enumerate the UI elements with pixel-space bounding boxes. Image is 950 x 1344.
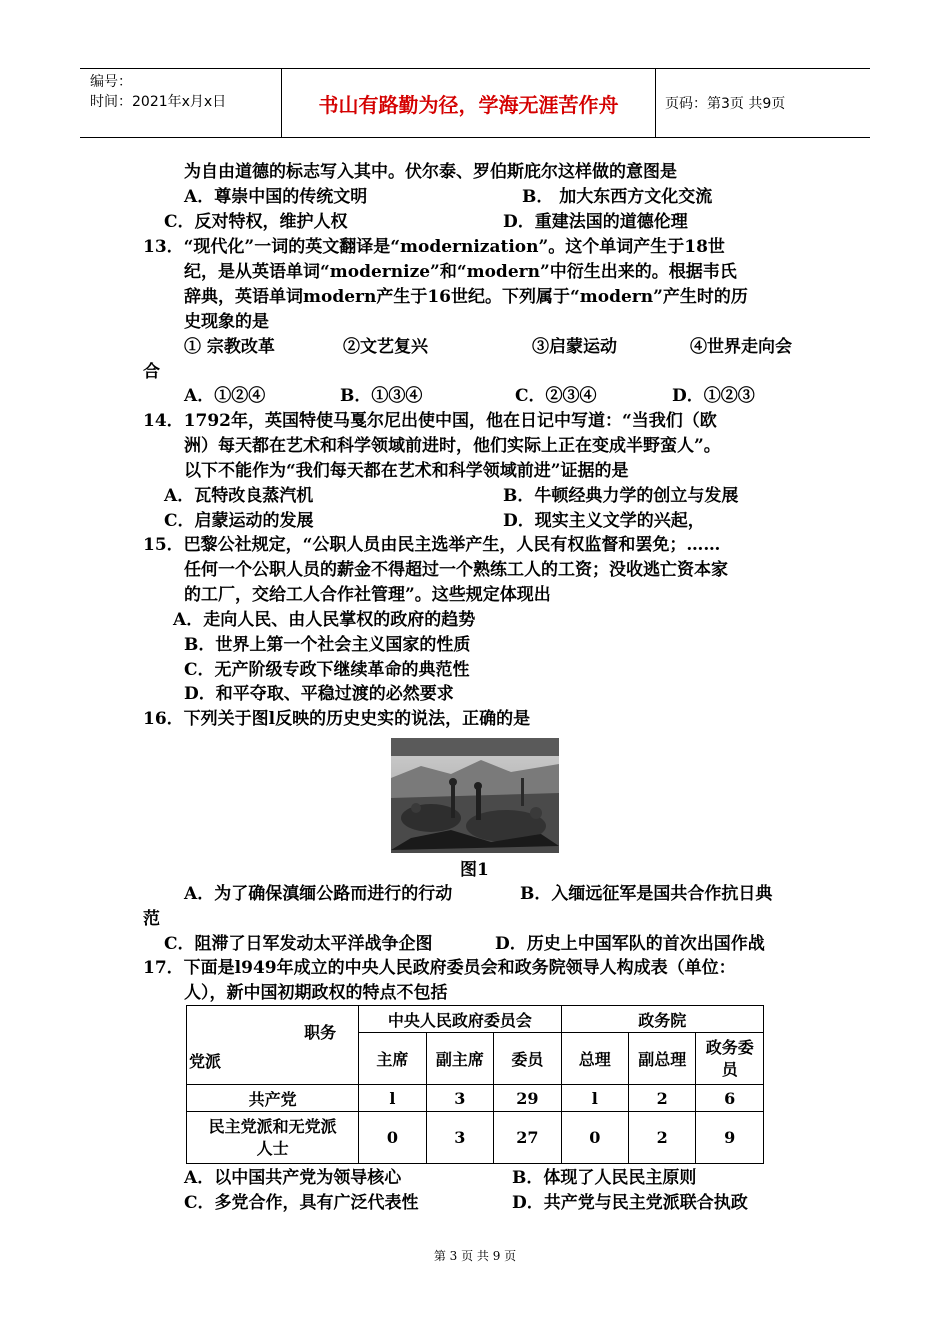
col-header: 总理 (561, 1033, 628, 1085)
table-cell: 3 (426, 1085, 493, 1112)
q17-option-d: D．共产党与民主党派联合执政 (512, 1193, 748, 1213)
q13-line-4: 史现象的是 (184, 312, 269, 332)
q13-option-c: C．②③④ (515, 386, 597, 406)
q15-line-1: 15．巴黎公社规定，“公职人员由民主选举产生，人民有权监督和罢免；…… (143, 535, 721, 555)
q17-option-c: C．多党合作，具有广泛代表性 (184, 1193, 419, 1213)
q13-item-4: ④世界走向会 (690, 337, 792, 357)
table-corner-cell (187, 1006, 359, 1085)
q14-option-a: A．瓦特改良蒸汽机 (164, 486, 314, 506)
figure-1-caption: 图1 (460, 860, 489, 880)
group-header-central-committee: 中央人民政府委员会 (359, 1006, 561, 1033)
q13-line-1: 13．“现代化”一词的英文翻译是“modernization”。这个单词产生于18世 (143, 237, 725, 257)
q12-option-b: B． 加大东西方文化交流 (522, 187, 713, 207)
col-header: 副总理 (629, 1033, 696, 1085)
q15-line-3: 的工厂，交给工人合作社管理”。这些规定体现出 (184, 585, 551, 605)
q14-line-2: 洲）每天都在艺术和科学领域前进时，他们实际上正在变成半野蛮人”。 (184, 436, 721, 456)
q16-option-d: D．历史上中国军队的首次出国作战 (495, 934, 765, 954)
q13-option-a: A．①②④ (184, 386, 266, 406)
header-page-info: 页码：第3页 共9页 (665, 96, 786, 112)
col-header-text: 政务委员 (705, 1037, 754, 1079)
table-cell: l (561, 1085, 628, 1112)
table-cell: l (359, 1085, 426, 1112)
number-label: 编号： (90, 74, 132, 90)
q13-option-d: D．①②③ (672, 386, 755, 406)
col-header: 主席 (359, 1033, 426, 1085)
q12-option-a: A．尊崇中国的传统文明 (184, 187, 368, 207)
q13-item-1: ① 宗教改革 (184, 337, 275, 357)
row-party: 民主党派和无党派人士 (208, 1116, 337, 1158)
q16-option-b-cont: 范 (143, 909, 160, 929)
q15-option-b: B．世界上第一个社会主义国家的性质 (184, 635, 471, 655)
q16-option-c: C．阻滞了日军发动太平洋战争企图 (164, 934, 433, 954)
historical-photo-illustration (391, 738, 559, 853)
col-header: 委员 (494, 1033, 561, 1085)
q17-line-1: 17．下面是l949年成立的中央人民政府委员会和政务院领导人构成表（单位： (143, 958, 736, 978)
page-footer: 第 3 页 共 9 页 (433, 1249, 517, 1263)
row-party-cell (187, 1112, 359, 1164)
q12-option-d: D．重建法国的道德伦理 (503, 212, 688, 232)
q12-option-c: C．反对特权，维护人权 (164, 212, 348, 232)
table-cell: 0 (561, 1112, 628, 1164)
q16-option-b: B．入缅远征军是国共合作抗日典 (520, 884, 773, 904)
table-row (187, 1112, 764, 1164)
q17-line-2: 人），新中国初期政权的特点不包括 (184, 983, 448, 1003)
q15-option-c: C．无产阶级专政下继续革命的典范性 (184, 660, 470, 680)
table-cell: 2 (629, 1085, 696, 1112)
q15-option-d: D．和平夺取、平稳过渡的必然要求 (184, 684, 454, 704)
q13-item-3: ③启蒙运动 (532, 337, 617, 357)
q13-item-4-cont: 合 (143, 362, 160, 382)
q15-option-a: A．走向人民、由人民掌权的政府的趋势 (173, 610, 476, 630)
q13-option-b: B．①③④ (340, 386, 423, 406)
q14-line-3: 以下不能作为“我们每天都在艺术和科学领域前进”证据的是 (184, 461, 629, 481)
q15-line-2: 任何一个公职人员的薪金不得超过一个熟练工人的工资；没收逃亡资本家 (184, 560, 728, 580)
header-meta-cell (80, 69, 282, 137)
q13-line-2: 纪，是从英语单词“modernize”和“modern”中衍生出来的。根据韦氏 (184, 262, 737, 282)
corner-label-party: 党派 (189, 1052, 222, 1071)
table-cell: 27 (494, 1112, 561, 1164)
table-cell: 29 (494, 1085, 561, 1112)
q17-option-b: B．体现了人民民主原则 (512, 1168, 697, 1188)
header-motto: 书山有路勤为径，学海无涯苦作舟 (282, 69, 656, 137)
q16-line-1: 16．下列关于图l反映的历史史实的说法，正确的是 (143, 709, 531, 729)
group-header-state-council: 政务院 (561, 1006, 763, 1033)
col-header: 副主席 (426, 1033, 493, 1085)
q14-line-1: 14．1792年，英国特使马戛尔尼出使中国，他在日记中写道：“当我们（欧 (143, 411, 717, 431)
row-party: 共产党 (187, 1085, 359, 1112)
col-header (696, 1033, 764, 1085)
q16-option-a: A．为了确保滇缅公路而进行的行动 (184, 884, 453, 904)
table-cell: 2 (629, 1112, 696, 1164)
q14-option-d: D．现实主义文学的兴起， (503, 511, 705, 531)
q13-line-3: 辞典，英语单词modern产生于16世纪。下列属于“modern”产生时的历 (184, 287, 748, 307)
q12-tail-text: 为自由道德的标志写入其中。伏尔泰、罗伯斯庇尔这样做的意图是 (184, 162, 677, 182)
q14-option-b: B．牛顿经典力学的创立与发展 (503, 486, 739, 506)
leadership-composition-table (186, 1005, 764, 1164)
corner-label-position: 职务 (304, 1023, 337, 1042)
table-cell: 3 (426, 1112, 493, 1164)
q17-option-a: A．以中国共产党为领导核心 (184, 1168, 402, 1188)
q13-item-2: ②文艺复兴 (343, 337, 428, 357)
date-label: 时间：2021年x月x日 (90, 94, 227, 110)
table-cell: 0 (359, 1112, 426, 1164)
page-header (80, 68, 870, 138)
table-cell: 9 (696, 1112, 764, 1164)
figure-1-photo (391, 738, 559, 853)
table-cell: 6 (696, 1085, 764, 1112)
table-row (187, 1085, 764, 1112)
q14-option-c: C．启蒙运动的发展 (164, 511, 314, 531)
